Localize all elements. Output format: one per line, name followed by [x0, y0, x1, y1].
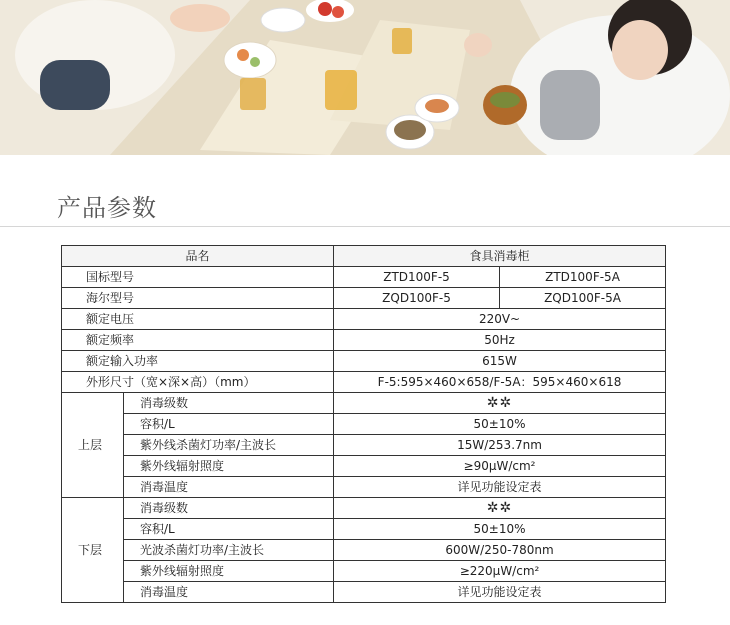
table-row	[62, 435, 666, 456]
row-label: 消毒温度	[124, 477, 334, 498]
section-title: 产品参数	[57, 194, 157, 222]
table-row	[62, 582, 666, 603]
table-row	[62, 309, 666, 330]
row-label: 外形尺寸（宽×深×高）（mm）	[62, 372, 334, 393]
row-value: 50±10%	[334, 414, 666, 435]
row-value: ≥90μW/cm²	[334, 456, 666, 477]
table-row	[62, 267, 666, 288]
row-label: 额定频率	[62, 330, 334, 351]
group-label-lower: 下层	[62, 498, 124, 603]
row-label: 紫外线杀菌灯功率/主波长	[124, 435, 334, 456]
row-label: 国标型号	[62, 267, 334, 288]
table-row	[62, 414, 666, 435]
row-value: 详见功能设定表	[334, 477, 666, 498]
row-label: 额定电压	[62, 309, 334, 330]
table-row	[62, 330, 666, 351]
row-value: ZTD100F-5	[334, 267, 500, 288]
table-row	[62, 246, 666, 267]
row-value: 50±10%	[334, 519, 666, 540]
table-row	[62, 393, 666, 414]
table-row	[62, 561, 666, 582]
dining-scene-image	[0, 0, 730, 155]
banner-photo	[0, 0, 730, 155]
row-label: 紫外线辐射照度	[124, 561, 334, 582]
row-value: 615W	[334, 351, 666, 372]
row-value: 详见功能设定表	[334, 582, 666, 603]
product-spec-table	[61, 245, 666, 603]
row-label: 消毒级数	[124, 393, 334, 414]
row-label: 消毒温度	[124, 582, 334, 603]
table-row	[62, 540, 666, 561]
row-label: 额定输入功率	[62, 351, 334, 372]
row-value: ✲✲	[334, 498, 666, 519]
row-value: ZQD100F-5A	[500, 288, 666, 309]
header-value: 食具消毒柜	[334, 246, 666, 267]
row-value: 220V~	[334, 309, 666, 330]
table-row	[62, 498, 666, 519]
section-divider	[0, 226, 730, 227]
row-value: ZQD100F-5	[334, 288, 500, 309]
table-row	[62, 288, 666, 309]
row-value: 50Hz	[334, 330, 666, 351]
row-value: ZTD100F-5A	[500, 267, 666, 288]
header-label: 品名	[62, 246, 334, 267]
row-value: 15W/253.7nm	[334, 435, 666, 456]
table-row	[62, 519, 666, 540]
row-label: 消毒级数	[124, 498, 334, 519]
table-row	[62, 456, 666, 477]
row-label: 容积/L	[124, 519, 334, 540]
table-row	[62, 372, 666, 393]
row-label: 海尔型号	[62, 288, 334, 309]
row-label: 光波杀菌灯功率/主波长	[124, 540, 334, 561]
row-value: 600W/250-780nm	[334, 540, 666, 561]
row-label: 紫外线辐射照度	[124, 456, 334, 477]
row-label: 容积/L	[124, 414, 334, 435]
row-value: F-5:595×460×658/F-5A：595×460×618	[334, 372, 666, 393]
table-row	[62, 351, 666, 372]
group-label-upper: 上层	[62, 393, 124, 498]
row-value: ✲✲	[334, 393, 666, 414]
row-value: ≥220μW/cm²	[334, 561, 666, 582]
table-row	[62, 477, 666, 498]
